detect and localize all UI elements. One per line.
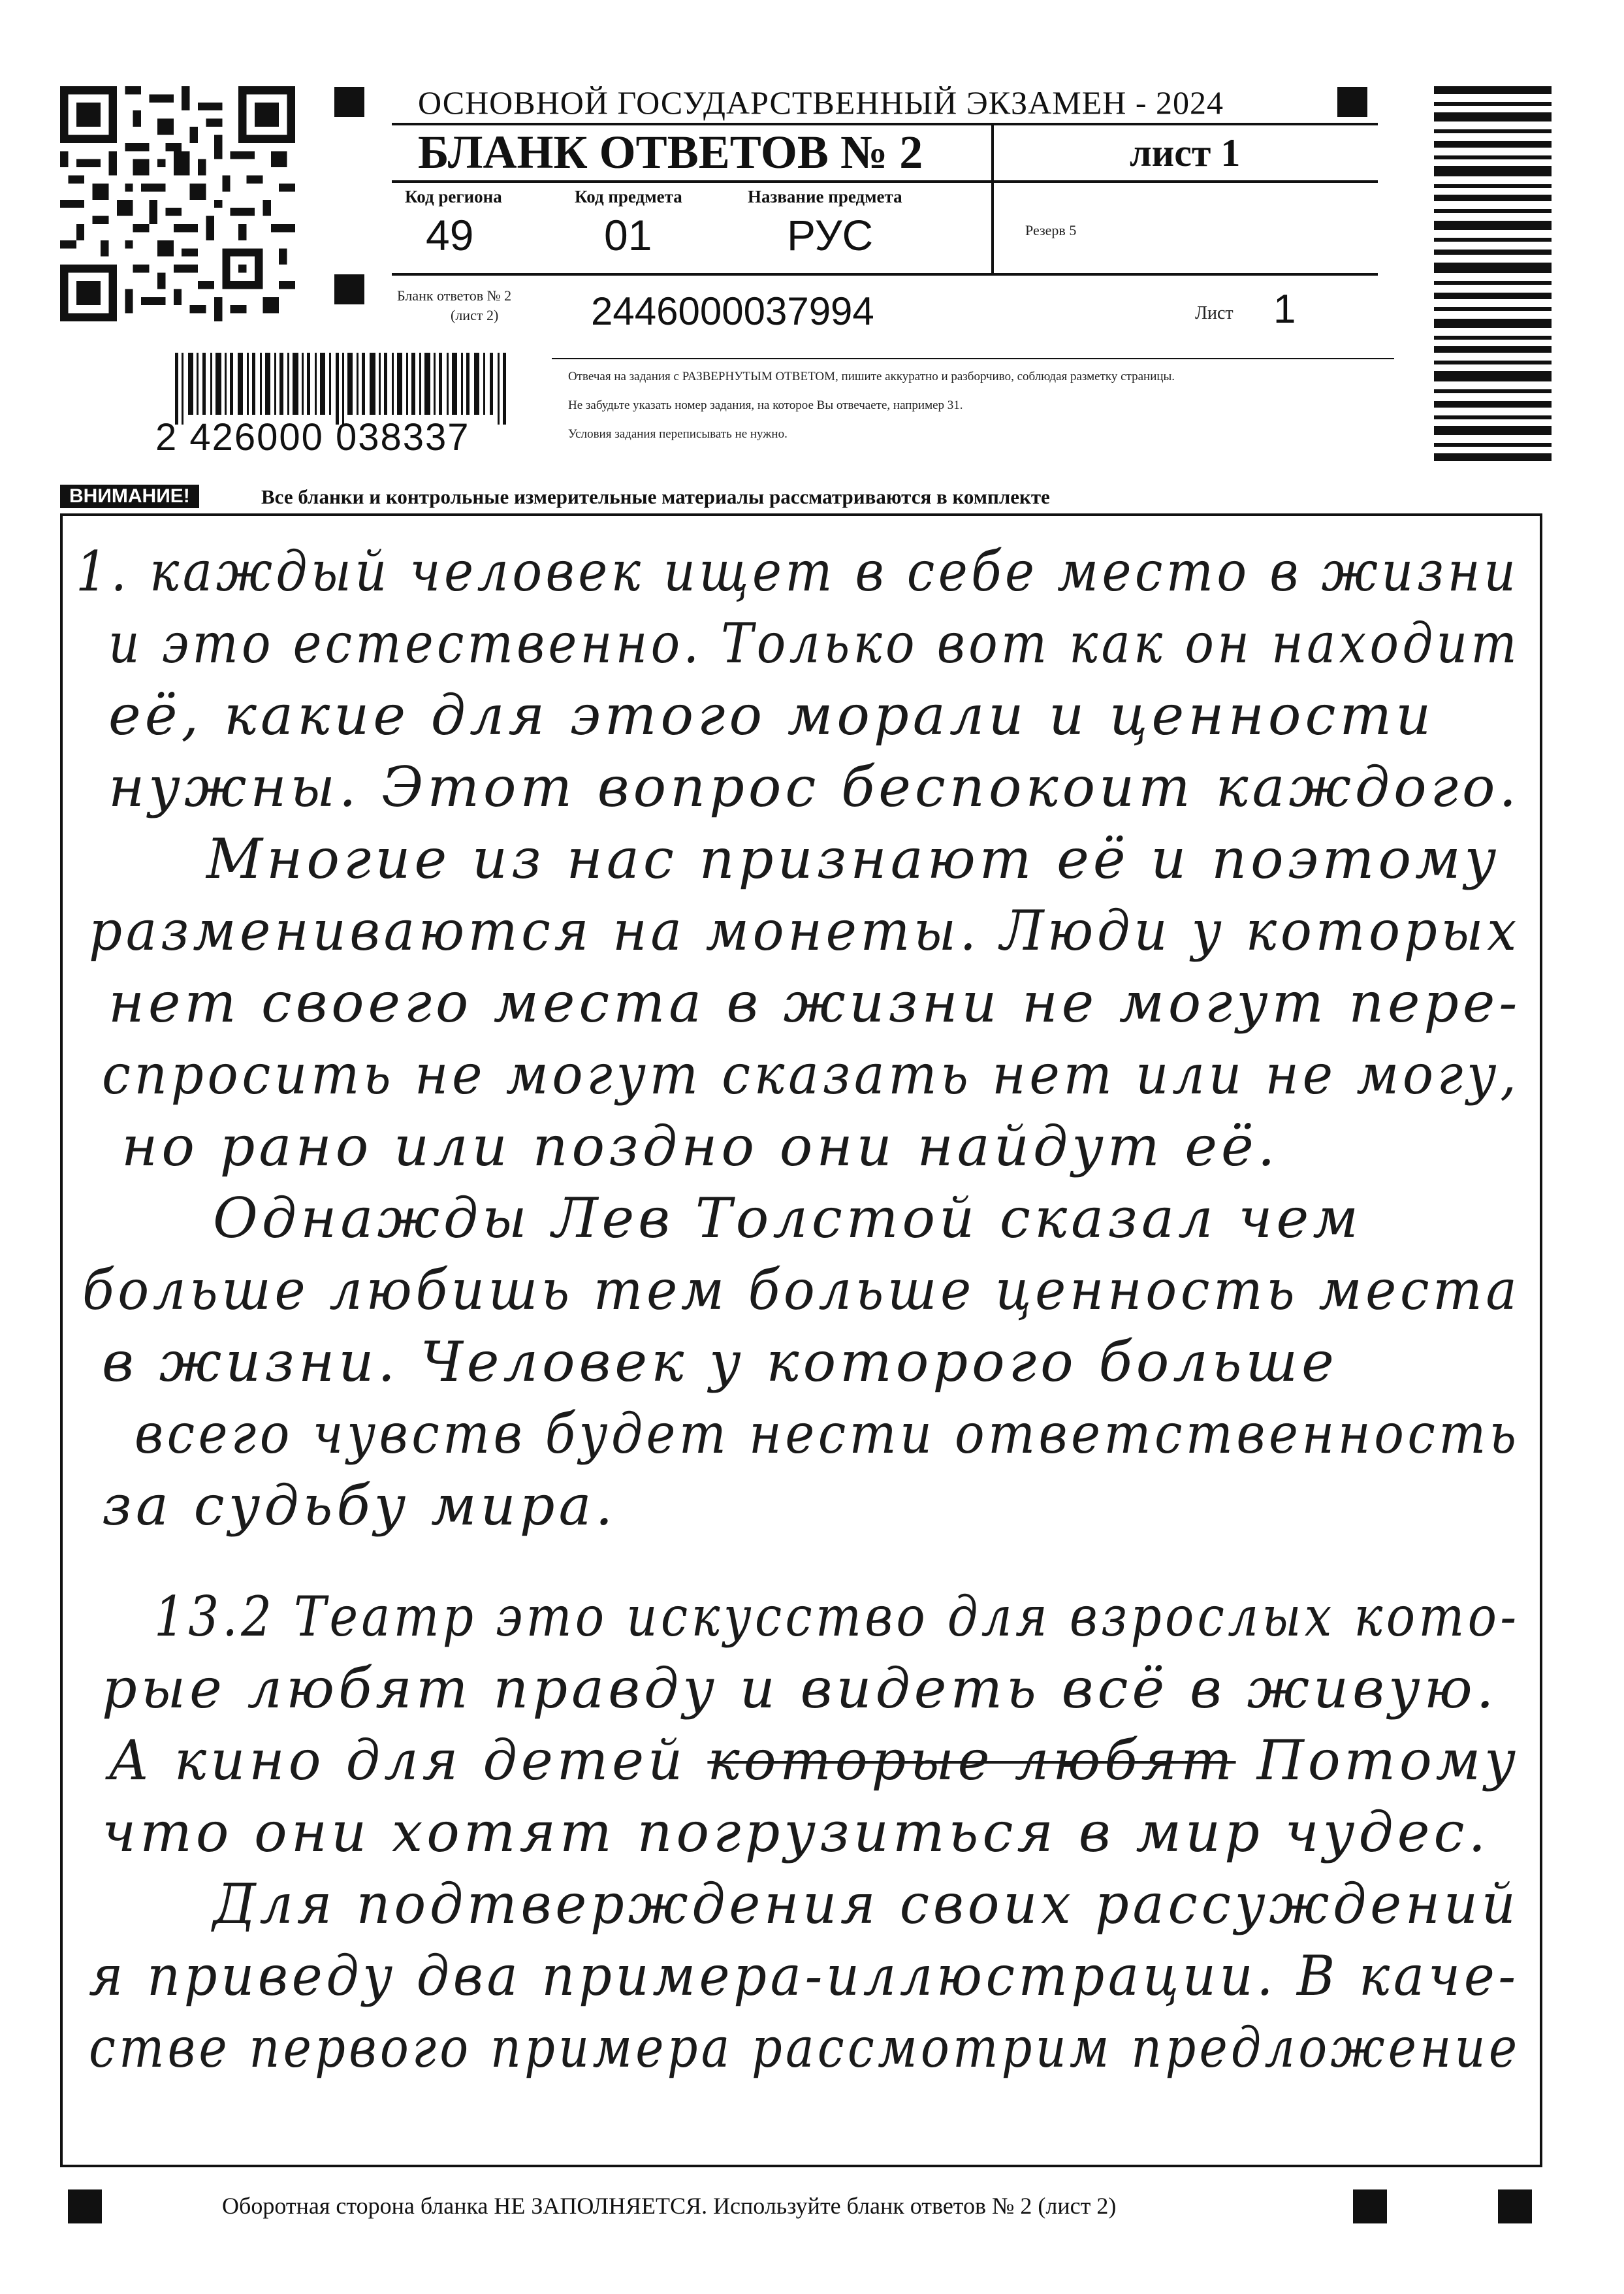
answer-line-19: что они хотят погрузиться в мир чудес. <box>102 1800 1490 1864</box>
registration-marker-bottom-right <box>1498 2189 1532 2223</box>
subject-name-value: РУС <box>787 211 874 259</box>
answer-line-16: 13.2 Театр это искусство для взрослых кото- <box>154 1585 1520 1649</box>
form-barcode <box>175 353 521 425</box>
instruction-line-3: Условия задания переписывать не нужно. <box>568 427 788 441</box>
answer-line-2: и это естественно. Только вот как он находит <box>108 611 1520 675</box>
answer-line-11: больше любишь тем больше ценность места <box>82 1258 1521 1322</box>
form-ref-label-2: (лист 2) <box>451 307 499 323</box>
answer-area <box>60 513 1542 2167</box>
answer-line-13: всего чувств будет нести ответственность <box>135 1402 1520 1466</box>
answer-line-7: нет своего места в жизни не могут пере- <box>108 971 1521 1035</box>
registration-marker-bottom-center <box>1353 2189 1387 2223</box>
answer-line-14: за судьбу мира. <box>102 1474 617 1538</box>
answer-line-3: её, какие для этого морали и ценности <box>108 683 1435 747</box>
form-barcode-digits: 2 426000 038337 <box>155 416 470 459</box>
answer-line-1: 1. каждый человек ищет в себе место в жизни <box>76 540 1520 604</box>
sheet-field-value: 1 <box>1273 287 1296 332</box>
subject-code-label: Код предмета <box>575 187 682 206</box>
header-divider <box>991 123 994 274</box>
instruction-line-2: Не забудьте указать номер задания, на которое Вы отвечаете, например 31. <box>568 398 963 412</box>
form-ref-label-1: Бланк ответов № 2 <box>397 287 512 304</box>
header-rule-2 <box>392 180 1378 183</box>
answer-line-18-end: Потому <box>1256 1728 1520 1792</box>
region-code-label: Код региона <box>405 187 502 206</box>
answer-line-18 <box>108 1724 1520 1796</box>
answer-line-21: я приведу два примера-иллюстрации. В каче- <box>89 1944 1520 2008</box>
sheet-title: лист 1 <box>1130 131 1241 174</box>
qr-code <box>60 86 295 321</box>
reserve-label: Резерв 5 <box>1025 222 1077 238</box>
crossed-out-text: которые любят <box>707 1728 1236 1792</box>
answer-line-18-start: А кино для детей <box>108 1728 687 1792</box>
registration-marker-bottom-left <box>68 2189 102 2223</box>
side-barcode <box>1434 86 1552 465</box>
answer-line-12: в жизни. Человек у которого больше <box>102 1330 1338 1394</box>
answer-line-6: размениваются на монеты. Люди у которых <box>89 899 1520 963</box>
subject-code-value: 01 <box>604 211 652 259</box>
form-title: БЛАНК ОТВЕТОВ № 2 <box>418 126 923 178</box>
footer-note: Оборотная сторона бланка НЕ ЗАПОЛНЯЕТСЯ. Используйте бланк ответов № 2 (лист 2) <box>222 2193 1117 2219</box>
registration-marker-mid-left <box>334 274 364 304</box>
subject-name-label: Название предмета <box>748 187 902 206</box>
form-number: 2446000037994 <box>591 289 874 333</box>
answer-line-22: стве первого примера рассмотрим предложение <box>89 2016 1521 2080</box>
answer-line-10: Однажды Лев Толстой сказал чем <box>213 1186 1362 1250</box>
answer-line-20: Для подтверждения своих рассуждений <box>213 1872 1520 1936</box>
exam-title: ОСНОВНОЙ ГОСУДАРСТВЕННЫЙ ЭКЗАМЕН - 2024 <box>418 84 1224 121</box>
region-code-value: 49 <box>426 211 474 259</box>
answer-line-17: рые любят правду и видеть всё в живую. <box>102 1656 1498 1720</box>
sheet-field-label: Лист <box>1195 303 1234 323</box>
answer-line-4: нужны. Этот вопрос беспокоит каждого. <box>108 755 1521 819</box>
instruction-line-1: Отвечая на задания с РАЗВЕРНУТЫМ ОТВЕТОМ, пишите аккуратно и разборчиво, соблюдая разметку страницы. <box>568 370 1175 383</box>
answer-line-9: но рано или поздно они найдут её. <box>121 1114 1279 1178</box>
attention-text: Все бланки и контрольные измерительные материалы рассматриваются в комплекте <box>261 485 1050 508</box>
answer-line-8: спросить не могут сказать нет или не могу, <box>102 1042 1520 1107</box>
answer-line-5: Многие из нас признают её и поэтому <box>206 827 1501 891</box>
instructions-rule <box>552 358 1394 359</box>
attention-badge: ВНИМАНИЕ! <box>60 485 199 508</box>
registration-marker-top-right <box>1337 87 1367 117</box>
header-rule-3 <box>392 273 1378 276</box>
registration-marker-top-left <box>334 87 364 117</box>
